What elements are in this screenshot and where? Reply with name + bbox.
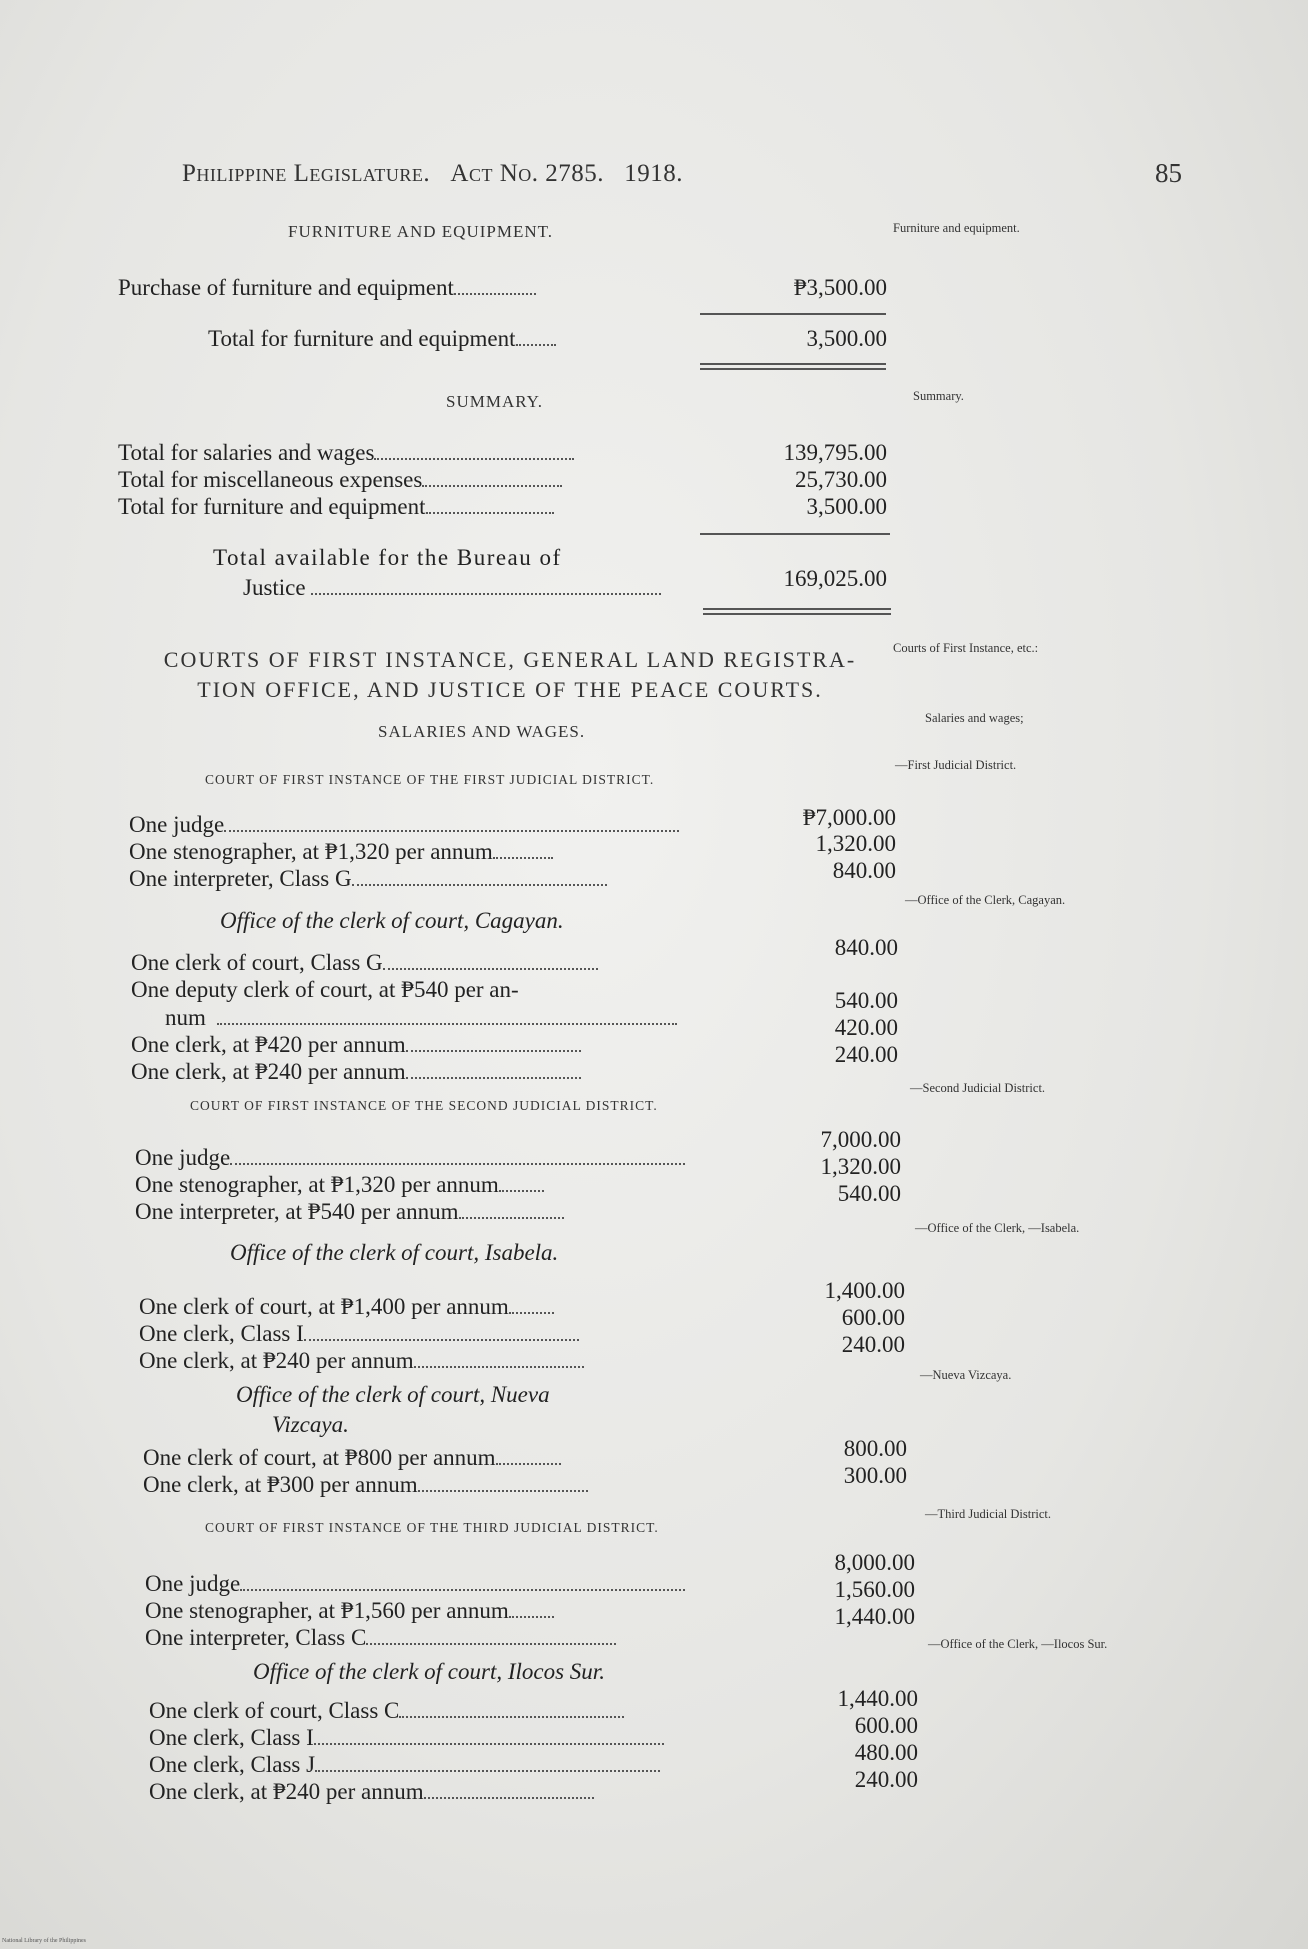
- line-label: Total for furniture and equipment: [208, 326, 516, 351]
- salary-amount: 1,440.00: [834, 1604, 915, 1629]
- line-label: One clerk, at ₱240 per annum: [149, 1779, 424, 1804]
- line-label: One interpreter, Class G: [129, 866, 352, 891]
- line-label: One clerk, at ₱240 per annum: [139, 1348, 414, 1373]
- dot-leader: [352, 882, 607, 886]
- salary-line: [145, 1571, 685, 1597]
- dot-leader: [311, 591, 661, 595]
- salary-line: [149, 1779, 594, 1805]
- line-label: One clerk, at ₱420 per annum: [131, 1032, 406, 1057]
- dot-leader: [509, 1614, 554, 1618]
- salary-amount: ₱7,000.00: [802, 805, 896, 830]
- line-label: One interpreter, Class C: [145, 1625, 367, 1650]
- margin-note-cagayan: —Office of the Clerk, Cagayan.: [905, 893, 1066, 907]
- dot-leader: [366, 1641, 616, 1645]
- salary-line: [131, 1059, 581, 1085]
- dot-leader: [383, 966, 598, 970]
- salary-amount: 420.00: [834, 1015, 898, 1040]
- salary-line: [135, 1145, 685, 1171]
- line-label: One clerk of court, at ₱1,400 per annum: [139, 1294, 509, 1319]
- salary-line: [131, 950, 598, 976]
- total-rule: [700, 313, 886, 315]
- dot-leader: [230, 1161, 685, 1165]
- dot-leader: [454, 291, 536, 295]
- salary-amount: 1,320.00: [815, 831, 896, 856]
- line-label: One clerk of court, Class G: [131, 950, 383, 975]
- dot-leader: [374, 456, 574, 460]
- total-rule: [700, 533, 890, 535]
- dot-leader: [315, 1768, 660, 1772]
- margin-note-summary: Summary.: [913, 389, 964, 403]
- salary-line: [129, 866, 607, 892]
- act-year: 1918.: [624, 160, 684, 187]
- salaries-heading: SALARIES AND WAGES.: [378, 722, 586, 741]
- line-label: One clerk of court, at ₱800 per annum: [143, 1445, 496, 1470]
- salary-amount: 240.00: [841, 1332, 905, 1357]
- summary-line: [118, 467, 562, 493]
- dot-leader: [424, 1795, 594, 1799]
- salary-amount: 480.00: [854, 1740, 918, 1765]
- salary-amount: 240.00: [834, 1042, 898, 1067]
- line-label: One clerk, Class I: [139, 1321, 304, 1346]
- line-label: One stenographer, at ₱1,560 per annum: [145, 1598, 509, 1623]
- district-heading-first: COURT OF FIRST INSTANCE OF THE FIRST JUDICIAL DISTRICT.: [205, 772, 655, 787]
- furniture-purchase-amount: ₱3,500.00: [793, 275, 887, 300]
- salary-amount: 8,000.00: [834, 1550, 915, 1575]
- office-title-isabela: Office of the clerk of court, Isabela.: [230, 1240, 559, 1265]
- salary-amount: 540.00: [837, 1181, 901, 1206]
- salary-line: [129, 812, 679, 838]
- salary-amount: 840.00: [834, 935, 898, 960]
- line-label: One judge: [129, 812, 225, 837]
- summary-line: [118, 440, 574, 466]
- scan-credit: National Library of the Philippines: [2, 1938, 86, 1944]
- double-rule: [703, 608, 891, 615]
- dot-leader: [217, 1021, 677, 1025]
- act-number: Act No. 2785.: [450, 160, 605, 187]
- dot-leader: [422, 483, 562, 487]
- margin-note-isabela: —Office of the Clerk, —Isabela.: [915, 1221, 1080, 1235]
- salary-line: [145, 1598, 554, 1624]
- line-label: Total for miscellaneous expenses: [118, 467, 423, 492]
- salary-line: [149, 1752, 660, 1778]
- line-label: One judge: [135, 1145, 231, 1170]
- dot-leader: [418, 1488, 588, 1492]
- dot-leader: [509, 1310, 554, 1314]
- dot-leader: [406, 1048, 581, 1052]
- summary-line: [118, 494, 554, 520]
- salary-line: [139, 1348, 584, 1374]
- margin-note-third-district: —Third Judicial District.: [925, 1507, 1052, 1521]
- line-label: One interpreter, at ₱540 per annum: [135, 1199, 459, 1224]
- salary-line: [165, 1005, 677, 1031]
- salary-line: [129, 839, 553, 865]
- line-label: One judge: [145, 1571, 241, 1596]
- salary-amount: 1,320.00: [820, 1154, 901, 1179]
- running-title: Philippine Legislature.: [182, 160, 431, 187]
- salary-amount: 800.00: [843, 1436, 907, 1461]
- dot-leader: [399, 1714, 624, 1718]
- line-label: One clerk of court, Class C: [149, 1698, 400, 1723]
- salary-amount: 600.00: [841, 1305, 905, 1330]
- district-heading-second: COURT OF FIRST INSTANCE OF THE SECOND JUDICIAL DISTRICT.: [190, 1098, 658, 1113]
- line-label: One clerk, at ₱300 per annum: [143, 1472, 418, 1497]
- salary-amount: 1,560.00: [834, 1577, 915, 1602]
- salary-line: [135, 1172, 544, 1198]
- margin-note-furniture: Furniture and equipment.: [893, 221, 1020, 235]
- dot-leader: [516, 342, 556, 346]
- margin-note-nueva-vizcaya: —Nueva Vizcaya.: [920, 1368, 1012, 1382]
- dot-leader: [314, 1741, 664, 1745]
- summary-total-line: [243, 575, 661, 601]
- salary-line: [139, 1294, 554, 1320]
- dot-leader: [240, 1587, 685, 1591]
- salary-line: [139, 1321, 579, 1347]
- salary-line: [149, 1698, 624, 1724]
- dot-leader: [224, 828, 679, 832]
- summary-total-label-1: Total available for the Bureau of: [213, 545, 562, 570]
- furniture-purchase-line: [118, 275, 536, 301]
- margin-note-salaries: Salaries and wages;: [925, 711, 1024, 725]
- line-label: One clerk, Class J: [149, 1752, 316, 1777]
- margin-note-second-district: —Second Judicial District.: [910, 1081, 1046, 1095]
- salary-line: [145, 1625, 616, 1651]
- dot-leader: [426, 510, 554, 514]
- salary-line: [143, 1445, 561, 1471]
- summary-amount: 139,795.00: [783, 440, 887, 465]
- margin-note-courts: Courts of First Instance, etc.:: [893, 641, 1039, 655]
- salary-amount: 300.00: [843, 1463, 907, 1488]
- running-header: [182, 160, 683, 188]
- line-label: Total for salaries and wages: [118, 440, 375, 465]
- line-label: Total for furniture and equipment: [118, 494, 426, 519]
- courts-heading: [110, 645, 910, 705]
- section-heading-summary: SUMMARY.: [446, 392, 543, 411]
- dot-leader: [496, 1461, 561, 1465]
- salary-amount: 1,440.00: [837, 1686, 918, 1711]
- salary-amount: 1,400.00: [824, 1278, 905, 1303]
- salary-line: [149, 1725, 664, 1751]
- line-label: One clerk, at ₱240 per annum: [131, 1059, 406, 1084]
- summary-amount: 3,500.00: [806, 494, 887, 519]
- line-label: num: [165, 1005, 206, 1030]
- line-label: One clerk, Class I: [149, 1725, 314, 1750]
- salary-amount: 600.00: [854, 1713, 918, 1738]
- office-title-ilocos-sur: Office of the clerk of court, Ilocos Sur.: [253, 1659, 605, 1684]
- section-heading-furniture: FURNITURE AND EQUIPMENT.: [288, 222, 553, 241]
- margin-note-first-district: —First Judicial District.: [895, 758, 1017, 772]
- salary-line: [135, 1199, 564, 1225]
- salary-line-continued: One deputy clerk of court, at ₱540 per an-: [131, 977, 519, 1002]
- line-label: Justice: [243, 575, 306, 600]
- office-title-cagayan: Office of the clerk of court, Cagayan.: [220, 908, 564, 933]
- dot-leader: [493, 855, 553, 859]
- line-label: One stenographer, at ₱1,320 per annum: [129, 839, 493, 864]
- summary-total-amount: 169,025.00: [783, 566, 887, 591]
- district-heading-third: COURT OF FIRST INSTANCE OF THE THIRD JUDICIAL DISTRICT.: [205, 1520, 659, 1535]
- salary-line: [143, 1472, 588, 1498]
- dot-leader: [304, 1337, 579, 1341]
- salary-line: [131, 1032, 581, 1058]
- dot-leader: [406, 1075, 581, 1079]
- line-label: One stenographer, at ₱1,320 per annum: [135, 1172, 499, 1197]
- dot-leader: [499, 1188, 544, 1192]
- furniture-total-line: [208, 326, 556, 352]
- office-title-nueva-vizcaya: Office of the clerk of court, Nueva: [236, 1382, 550, 1407]
- summary-amount: 25,730.00: [795, 467, 887, 492]
- page-number: 85: [1155, 158, 1182, 188]
- courts-heading-line-2: TION OFFICE, AND JUSTICE OF THE PEACE COURTS.: [197, 677, 823, 702]
- margin-note-ilocos-sur: —Office of the Clerk, —Ilocos Sur.: [928, 1637, 1108, 1651]
- salary-amount: 7,000.00: [820, 1127, 901, 1152]
- salary-amount: 840.00: [832, 858, 896, 883]
- dot-leader: [414, 1364, 584, 1368]
- line-label: Purchase of furniture and equipment: [118, 275, 454, 300]
- salary-amount: 540.00: [834, 988, 898, 1013]
- salary-amount: 240.00: [854, 1767, 918, 1792]
- office-title-nueva-vizcaya-cont: Vizcaya.: [272, 1412, 349, 1437]
- courts-heading-line-1: COURTS OF FIRST INSTANCE, GENERAL LAND REGISTRA-: [163, 647, 857, 672]
- dot-leader: [459, 1215, 564, 1219]
- double-rule: [700, 363, 886, 370]
- furniture-total-amount: 3,500.00: [806, 326, 887, 351]
